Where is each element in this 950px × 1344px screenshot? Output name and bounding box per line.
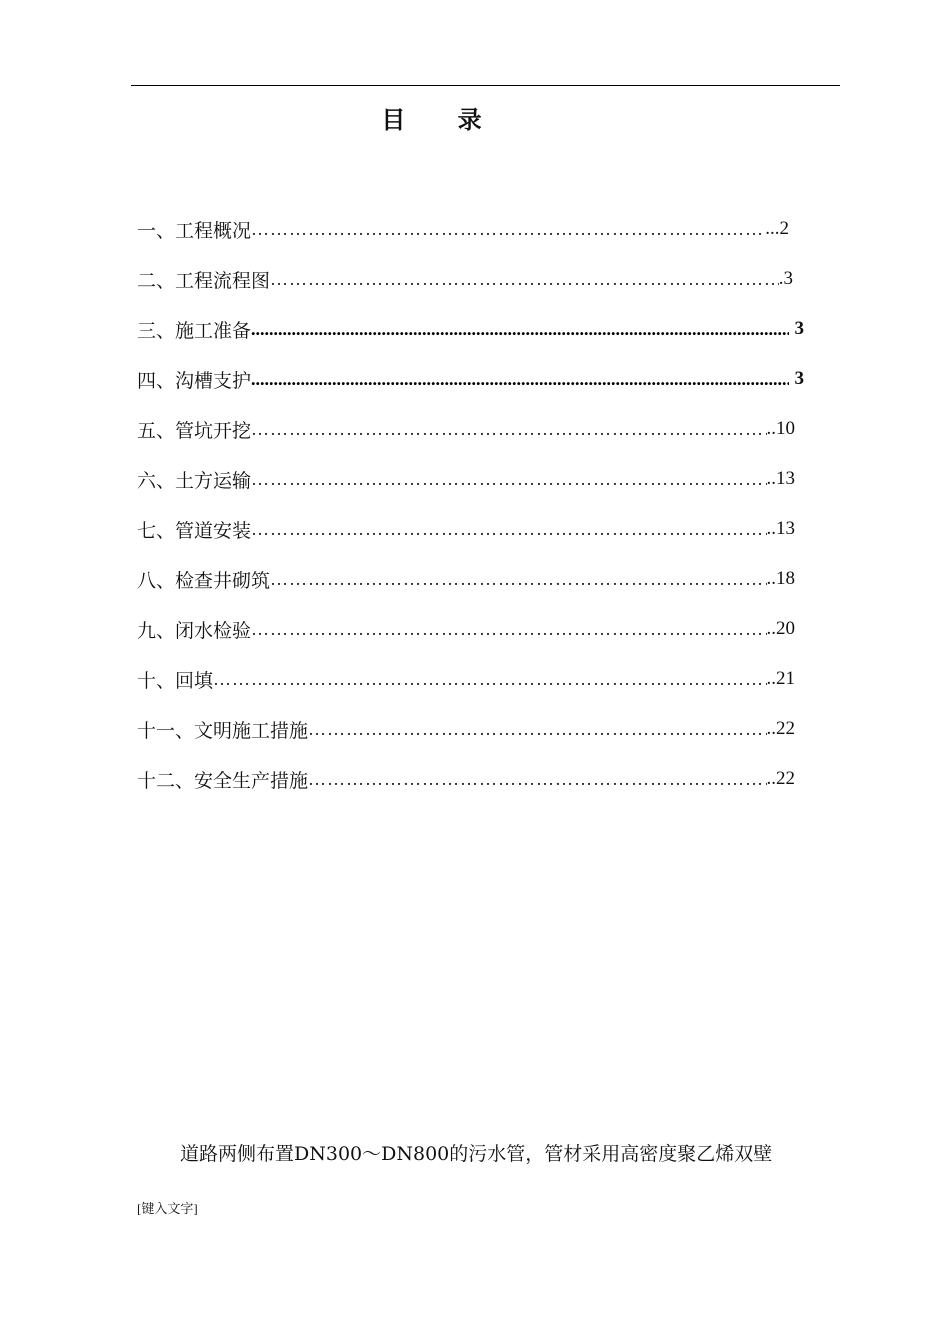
toc-page-number: ..22 [766,768,795,789]
toc-entry[interactable] [137,204,789,254]
toc-entry[interactable] [137,754,795,804]
toc-entry-label: 十、回填 [137,669,214,692]
toc-page-number: 3 [794,318,804,339]
toc-entry-label: 十二、安全生产措施 [137,769,309,792]
toc-entry-label: 四、沟槽支护 [137,369,252,392]
toc-dot-leader [251,319,788,340]
body-paragraph: 道路两侧布置DN300～DN800的污水管，管材采用高密度聚乙烯双壁 [180,1143,773,1165]
toc-page-number: ..10 [766,418,795,439]
footer-placeholder: [键入文字] [137,1201,198,1216]
toc-dot-leader [251,519,766,540]
toc-entry-label: 九、闭水检验 [137,619,252,642]
toc-page-number: ..18 [766,568,795,589]
toc-dot-leader [251,219,765,240]
toc-entry[interactable] [137,504,795,554]
toc-entry[interactable] [137,454,795,504]
toc-dot-leader [251,619,766,640]
toc-entry[interactable] [137,254,793,304]
toc-entry-label: 十一、文明施工措施 [137,719,309,742]
toc-page-number: 3 [794,368,804,389]
header-rule [131,85,840,86]
toc-entry[interactable] [137,654,795,704]
toc-dot-leader [308,769,766,790]
toc-entry[interactable] [137,354,804,404]
table-of-contents [137,204,804,804]
toc-title: 目 录 [381,105,504,134]
toc-entry-label: 六、土方运输 [137,469,252,492]
toc-dot-leader [251,419,766,440]
toc-entry-label: 一、工程概况 [137,219,252,242]
toc-page-number: ..21 [766,668,795,689]
toc-entry-label: 七、管道安装 [137,519,252,542]
toc-dot-leader [270,569,766,590]
toc-dot-leader [270,269,779,290]
toc-dot-leader [251,369,788,390]
toc-entry-label: 二、工程流程图 [137,269,271,292]
toc-entry-label: 三、施工准备 [137,319,252,342]
toc-dot-leader [213,669,766,690]
toc-entry[interactable] [137,304,804,354]
toc-page-number: ..13 [766,468,795,489]
toc-page-number: ..13 [766,518,795,539]
toc-page-number: .3 [778,268,793,289]
toc-entry[interactable] [137,704,795,754]
toc-page-number: ...2 [765,218,789,239]
toc-entry-label: 五、管坑开挖 [137,419,252,442]
toc-entry[interactable] [137,604,795,654]
toc-entry[interactable] [137,554,795,604]
toc-dot-leader [308,719,766,740]
toc-dot-leader [251,469,766,490]
toc-entry-label: 八、检查井砌筑 [137,569,271,592]
toc-page-number: ..20 [766,618,795,639]
toc-entry[interactable] [137,404,795,454]
toc-page-number: ..22 [766,718,795,739]
